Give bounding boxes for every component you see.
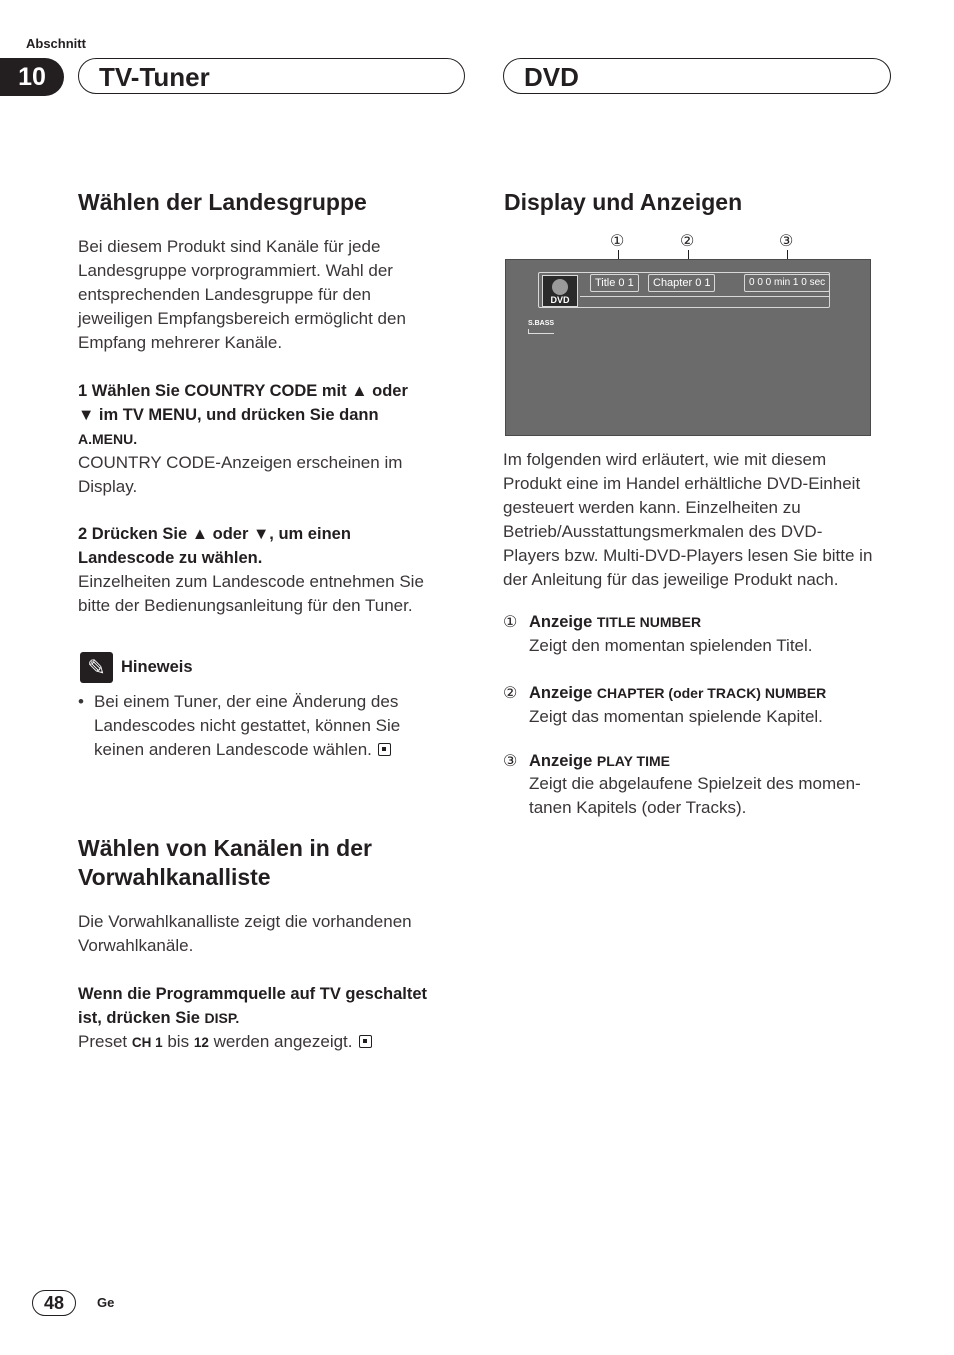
language-code: Ge [97,1295,115,1310]
osd-chapter-number: Chapter 0 1 [648,274,715,292]
heading-vorwahlkanalliste: Wählen von Kanälen in der Vorwahlkanalliste [78,835,372,890]
page-number: 48 [32,1290,76,1316]
dvd-intro: Im folgenden wird erläutert, wie mit diesem Produkt eine im Handel erhältliche DVD-Einheit gesteuert werden kann. Einzelheiten zu Betrieb/Ausstattungsmerkmalen des DVD- Players bzw. Multi-DVD-Players lesen Sie bitte in der Anleitung für das jeweilige Produkt nach. [503,450,873,589]
item-1-number: ① [503,614,518,631]
step-2-description: Einzelheiten zum Landescode entnehmen Sie bitte der Bedienungsanleitung für den Tuner. [78,572,424,615]
item-2-number: ② [503,685,518,702]
intro-vorwahlkanalliste: Die Vorwahlkanalliste zeigt die vorhandenen Vorwahlkanäle. [78,912,412,955]
osd-play-time: 0 0 0 min 1 0 sec [744,274,830,292]
end-mark-icon [359,1035,372,1048]
item-3-label: Anzeige PLAY TIME [529,752,670,770]
note-bullet: • [78,692,84,711]
item-1-label: Anzeige TITLE NUMBER [529,613,702,631]
callout-2: ② [680,233,695,250]
note-text: Bei einem Tuner, der eine Änderung des Landescodes nicht gestattet, können Sie keinen anderen Landescode wählen. [94,692,401,759]
sbass-level-icon [528,329,554,334]
item-2-text: Zeigt das momentan spielende Kapitel. [529,707,823,726]
step-1-instruction: 1 Wählen Sie COUNTRY CODE mit ▲ oder ▼ im TV MENU, und drücken Sie dann A.MENU. [78,382,408,447]
right-section-title: DVD [503,58,891,94]
callout-1: ① [610,233,625,250]
left-section-title: TV-Tuner [78,58,465,94]
item-1-text: Zeigt den momentan spielenden Titel. [529,636,813,655]
step-1-description: COUNTRY CODE-Anzeigen erscheinen im Display. [78,453,403,496]
osd-divider [580,296,830,297]
section-label: Abschnitt [26,36,86,51]
sbass-label: S.BASS [528,320,555,327]
end-mark-icon [378,743,391,756]
note-title: Hineweis [121,658,193,676]
section-number-badge: 10 [0,58,64,96]
callout-3: ③ [779,233,794,250]
dvd-disc-icon: DVD [542,275,578,307]
item-3-text: Zeigt die abgelaufene Spielzeit des momen- tanen Kapitels (oder Tracks). [529,774,861,817]
step-2-instruction: 2 Drücken Sie ▲ oder ▼, um einen Landescode zu wählen. [78,525,351,567]
disp-instruction: Wenn die Programmquelle auf TV geschaltet ist, drücken Sie DISP. [78,985,428,1027]
pencil-note-icon: ✎ [80,652,113,683]
item-2-label: Anzeige CHAPTER (oder TRACK) NUMBER [529,684,827,702]
dvd-display-screen [505,259,871,436]
intro-landesgruppe: Bei diesem Produkt sind Kanäle für jede Landesgruppe vorprogrammiert. Wahl der entsprechenden Landesgruppe für den jeweiligen Empfangsbereich ermöglicht den Empfang mehrerer Kanäle. [78,237,406,352]
disp-result: Preset CH 1 bis 12 werden angezeigt. [78,1030,468,1055]
item-3-number: ③ [503,753,518,770]
heading-display-anzeigen: Display und Anzeigen [504,189,743,215]
heading-landesgruppe: Wählen der Landesgruppe [78,189,367,215]
osd-title-number: Title 0 1 [590,274,639,292]
